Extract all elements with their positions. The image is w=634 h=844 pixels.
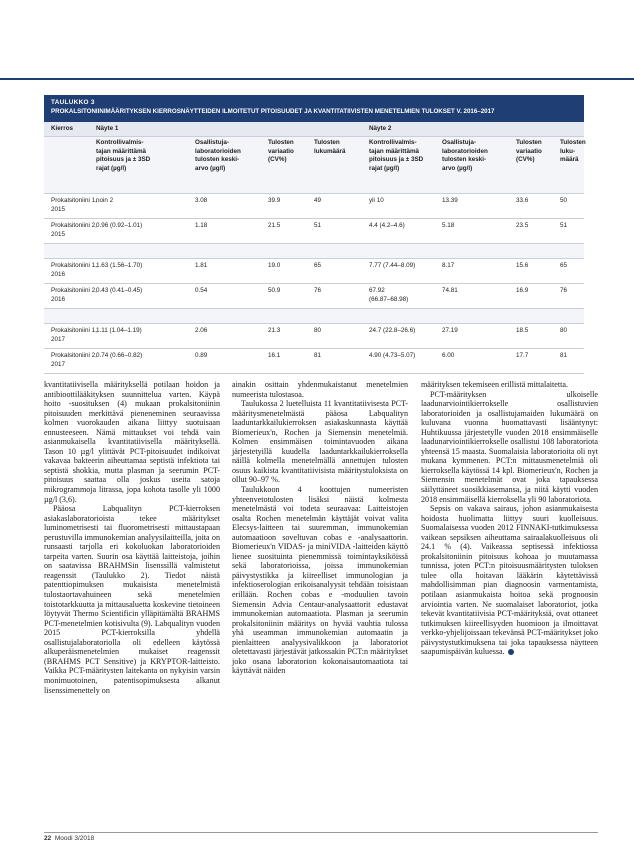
value-cell: 2.06 — [195, 327, 208, 334]
value-cell: 0.89 — [195, 352, 208, 359]
value-cell: 1.81 — [195, 262, 208, 269]
value-cell: 7.77 (7.44–8.09) — [369, 262, 416, 269]
value-cell: 21.5 — [268, 222, 281, 229]
body-paragraph: Taulukkoon 4 koottujen numeeristen yhteenvetotulosten lisäksi näistä kolmesta menetelmästä voi todeta seuraavaa: Laitteistojen osalta Rochen menetelmän käyttäjät voivat valita Elecsys-laitteen tai suuremman, immunokemian automaatioon soveltuvan cobas e -analysaattorin. Biomerieux'n VIDAS- ja miniVIDA -laitteiden käyttö lienee suosituinta pienemmissä toimintayksiköissä sekä laboratorioissa, joissa immunokemian päivystystikka ja kiireelliset immunologian ja infektioserologian erikoisanalyysit tehdään toisistaan erillään. Rochen cobas e -moduulien tavoin Siemensin Advia Centaur-analysaattorit edustavat immunokemian automaatiota. Plasman ja seerumin prokalsitoniinin määritys on hyvää vauhtia tulossa yhä useamman immunokemian automaatin ja pienlaitteen analyysivalikkoon ja laboratoriot oletettavasti järjestävät jatkossakin PCT:n määritykset joko osana laboratorion kokonaisautomaatiota tai käyttävät näiden — [232, 485, 408, 676]
value-cell: 67.92 (66.87–68.98) — [369, 287, 409, 303]
table-spacer-row — [44, 179, 584, 194]
body-paragraph: kvantitatiivisella määrityksellä potilaan hoidon ja antibioottilääkityksen suunnittelua varten. Käypä hoito -suosituksen (4) mukaan prokalsitoniinin pitoisuuden merkittävä pieneneminen seuraavissa kolmen vuorokauden aikana liittyy suotuisaan ennusteeseen. Nämä mittaukset voi tehdä vain asianmukaisella kvantitatiivisella määrityksellä. Tason 10 µg/l ylittävät PCT-pitoisuudet indikoivat vakavaa bakteerin aiheuttamaa septistä infektiota tai septistä shokkia, muttа plasman ja seerumin PCT-pitoisuus saattaa olla joskus useita satoja mikrogrammoja litrassa, jopa kohota tasolle yli 1000 µg/l (3,6). — [44, 380, 220, 504]
body-paragraph: Pääosa Labqualityn PCT-kierroksen asiakaslaboratorioista tekee määritykset luminometrisesti tai fluorometrisesti mittaustapaan perustuvilla immunokemian analyysilaitteilla, joita on runsaasti tarjolla eri kokoluokan laboratorioiden tarpeita varten. Suurin osa käyttää laitteistoja, joihin on saatavissa BRAHMSin lisenssillä valmistetut reagenssit (Taulukko 2). Tiedot näistä patenttiopimuksen mukaisista menetelmistä tulostaortavahuineen sekä menetelmien toistotarkkuutta ja mittausaluetta koskevine tietoineen löytyvät Thermo Scientificin ylläpitämältä BRAHMS PCT-menetelmien kotisivulta (9). Labqualityn vuoden 2015 PCT-kierroksilla yhdellä osallistujalaboratoriolla oli edelleen käytössä alkuperäismenetelmien mukaiset reagenssit (BRAHMS PCT Sensitive) ja KRYPTOR-laitteisto. Vaikka PCT-määritysten laitekanta on nykyisin varsin monimuotoinen, patentisopimuksesta alkanut lisenssimenettely on — [44, 504, 220, 695]
value-cell: 51 — [560, 222, 568, 229]
issue-label: Moodi 3/2018 — [54, 835, 95, 842]
body-column-2 — [232, 380, 408, 676]
value-cell: 0.74 (0.66–0.82) — [96, 352, 143, 359]
value-cell: 3.08 — [195, 197, 208, 204]
round-cell: Prokalsitoniini 2, 2015 — [51, 222, 97, 238]
table-spacer-row — [44, 244, 584, 259]
value-cell: 19.0 — [268, 262, 281, 269]
value-cell: 4.90 (4.73–5.07) — [369, 352, 416, 359]
body-paragraph: Sepsis on vakava sairaus, johon asianmukaisesta hoidosta huolimatta liittyy suuri kuolleisuus. Suomalaisessa vuoden 2012 FINNAKI-tutkimuksessa vaikean sepsiksen aiheuttama sairaalakuolleisuus oli 24.1 % (4). Vaikeassa septisessä infektiossa prokalsitoniinin pitoisuus kohoaa jo muutamassa tunnissa, joten PCT:n pitoisuusmääritysten tuloksen tulee olla hoitavan lääkärin käytettävissä mahdollisimman pian diagnoosin varmentamista, potilaan asianmukaista hoitoa sekä prognoosin arviointia varten. Ne suomalaiset laboratoriot, jotka tekevät kvantitatiivisia PCT-määrityksiä, ovat ottaneet tutkimuksen kiireellisyyden huomioon ja ilmoittavat verkko-yhjelijoissaan tekevänsä PCT-määritykset joko päivystystutkimuksena tai joka tapauksessa näytteen saapumispäivän kuluessa. — [421, 504, 598, 657]
value-cell: 81 — [560, 352, 568, 359]
value-cell: 13.39 — [442, 197, 458, 204]
value-cell: 50.9 — [268, 287, 281, 294]
sample2-header: Näyte 2 — [369, 125, 392, 132]
body-paragraph: ainakin osittain yhdenmukaistanut menetelmien numeerista tulostasoa. — [232, 380, 408, 399]
column-header: Tulosten luku- määrä — [560, 139, 586, 164]
column-header: Tulosten variaatio (CV%) — [516, 139, 542, 164]
column-header: Tulosten variaatio (CV%) — [268, 139, 294, 164]
value-cell: 16.1 — [268, 352, 281, 359]
column-header: Kontrollivalmis- tajan määrittämä pitoisuus ja ± 3SD rajat (µg/l) — [96, 139, 151, 172]
table-caption: PROKALSITONIINIMÄÄRITYKSEN KIERROSNÄYTTEIDEN ILMOITETUT PITOISUUDET JA KVANTITATIIVISTEN MENETELMIEN TULOKSET V. 2016–2017 — [51, 108, 495, 115]
footer-rule — [44, 832, 598, 833]
value-cell: 81 — [314, 352, 322, 359]
round-cell: Prokalsitoniini 1, 2016 — [51, 262, 97, 278]
page-footer — [44, 835, 94, 842]
table-body — [44, 179, 584, 374]
value-cell: 4.4 (4.2–4.6) — [369, 222, 405, 229]
value-cell: 16.9 — [516, 287, 529, 294]
results-table — [44, 95, 584, 374]
value-cell: 0.43 (0.41–0.45) — [96, 287, 143, 294]
value-cell: 0.54 — [195, 287, 208, 294]
body-paragraph: PCT-määrityksen ulkoiselle laadunarviointikierrokselle osallistuvien laboratorioiden ja osallistujamaiden lukumäärä on kuluvana vuonna huomattavasti lisääntynyt: Huhtikuussa järjestetylle vuoden 2018 ensimmäiselle laadunarviointikierrokselle osallistui 108 laboratoriota yhteensä 15 maasta. Suomalaisia laboratorioita oli nyt mukana kymmenen. PCT:n mittausmenetelmiä oli kierroksella käytössä 14 kpl. Biomerieux'n, Rochen ja Siemensin menetelmät ovat joka tapauksessa säilyttäneet suosikkiasemansa, ja niitä käytti vuoden 2018 ensimmäisellä kierroksella yli 90 laboratoriota. — [421, 389, 598, 504]
table-spacer-row — [44, 309, 584, 324]
value-cell: 76 — [560, 287, 568, 294]
sample1-header: Näyte 1 — [96, 125, 119, 132]
value-cell: 8.17 — [442, 262, 455, 269]
value-cell: 51 — [314, 222, 322, 229]
value-cell: 18.5 — [516, 327, 529, 334]
table-row — [44, 219, 584, 244]
article-end-icon — [508, 649, 514, 655]
value-cell: 49 — [314, 197, 322, 204]
round-column-header: Kierros — [51, 125, 74, 132]
value-cell: 27.19 — [442, 327, 458, 334]
body-paragraph: Taulukossa 2 luetelluista 11 kvantitatiivisesta PCT-määritysmenetelmästä pääosa Labqualityn laaduntarkkailukierroksen asiakaskunnasta käyttää Biomerieux'n, Rochen ja Siemensin menetelmiä. Kolmen ensimmäisen toimintavuoden aikana järjestetyillä kuudella laaduntarkkailukierroksella näillä kolmella menetelmällä annettujen tulosten osuus kaikista kvantitatiivisista määritystuloksista on ollut 90–97 %. — [232, 399, 408, 485]
column-header: Tulosten lukumäärä — [314, 139, 346, 155]
value-cell: 6.00 — [442, 352, 455, 359]
page-number: 22 — [44, 835, 52, 842]
table-row — [44, 284, 584, 309]
column-header: Osallistuja- laboratorioiden tulosten keski- arvo (µg/l) — [442, 139, 488, 172]
table-row — [44, 259, 584, 284]
value-cell: 5.18 — [442, 222, 455, 229]
value-cell: 23.5 — [516, 222, 529, 229]
column-header: Kontrollivalmis- tajan määrittämä pitoisuus ja ± 3SD rajat (µg/l) — [369, 139, 424, 172]
value-cell: 24.7 (22.8–26.6) — [369, 327, 416, 334]
value-cell: 76 — [314, 287, 322, 294]
round-cell: Prokalsitoniini 2, 2017 — [51, 352, 97, 368]
value-cell: 33.6 — [516, 197, 529, 204]
value-cell: 0.96 (0.92–1.01) — [96, 222, 143, 229]
table-row — [44, 324, 584, 349]
body-column-1 — [44, 380, 220, 695]
value-cell: 1.63 (1.56–1.70) — [96, 262, 143, 269]
value-cell: 21.3 — [268, 327, 281, 334]
value-cell: 74.81 — [442, 287, 458, 294]
table-row — [44, 349, 584, 374]
value-cell: 80 — [314, 327, 322, 334]
body-column-3 — [421, 380, 598, 657]
value-cell: 65 — [314, 262, 322, 269]
value-cell: 1.11 (1.04–1.19) — [96, 327, 142, 334]
table-group-header — [44, 122, 584, 137]
value-cell: 65 — [560, 262, 568, 269]
body-paragraph: määrityksen tekemiseen erillistä mittalaitetta. — [421, 380, 568, 389]
round-cell: Prokalsitoniini 1, 2015 — [51, 197, 97, 213]
table-column-headers — [44, 137, 584, 179]
column-header: Osallistuja- laboratorioiden tulosten keski- arvo (µg/l) — [195, 139, 241, 172]
table-row — [44, 194, 584, 219]
value-cell: 50 — [560, 197, 568, 204]
table-header-bar — [44, 95, 584, 122]
value-cell: 17.7 — [516, 352, 529, 359]
value-cell: 1.18 — [195, 222, 208, 229]
round-cell: Prokalsitoniini 1, 2017 — [51, 327, 97, 343]
round-cell: Prokalsitoniini 2, 2016 — [51, 287, 97, 303]
value-cell: 80 — [560, 327, 568, 334]
table-label: TAULUKKO 3 — [51, 99, 95, 106]
value-cell: 39.9 — [268, 197, 281, 204]
value-cell: yli 10 — [369, 197, 384, 204]
value-cell: noin 2 — [96, 197, 114, 204]
top-rule — [0, 78, 634, 80]
value-cell: 15.6 — [516, 262, 529, 269]
